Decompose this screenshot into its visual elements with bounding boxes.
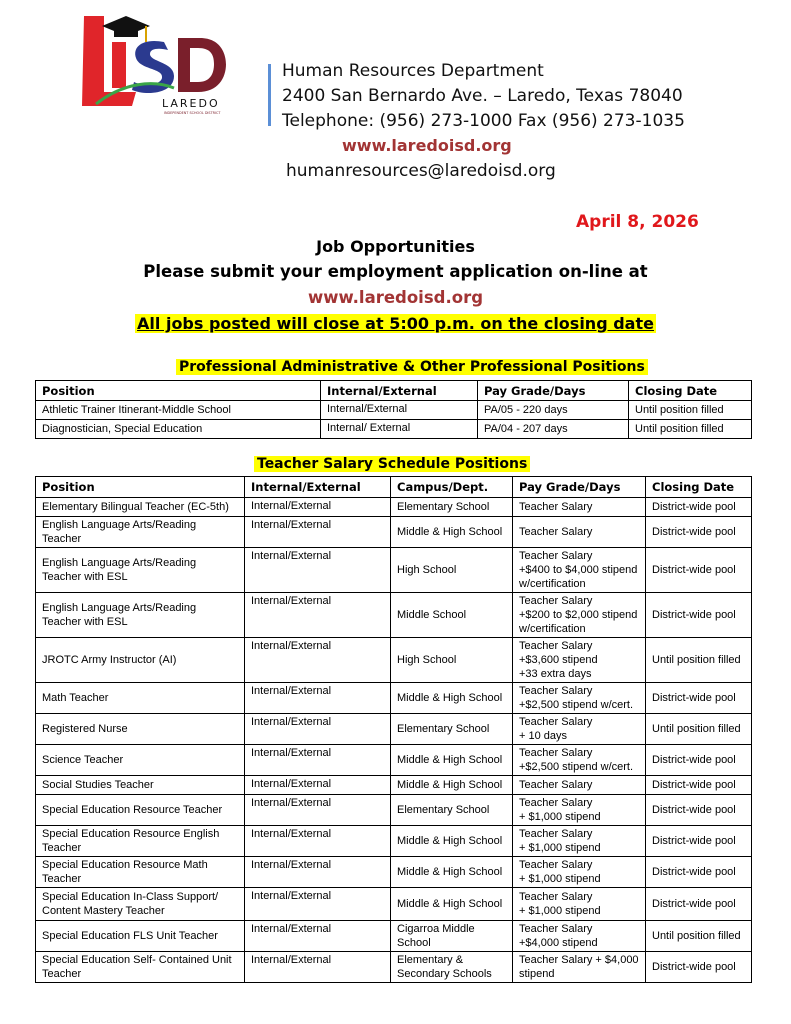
table-cell: Until position filled	[646, 921, 752, 952]
column-header: Pay Grade/Days	[478, 381, 629, 401]
column-header: Pay Grade/Days	[513, 477, 646, 498]
table-row	[36, 517, 752, 548]
table-cell: Internal/External	[245, 683, 391, 714]
table-cell: Elementary School	[391, 498, 513, 517]
table-cell: Middle & High School	[391, 517, 513, 548]
table-cell: Internal/External	[245, 826, 391, 857]
table-cell: Until position filled	[629, 401, 752, 420]
table-cell: Cigarroa Middle School	[391, 921, 513, 952]
page-title: Job Opportunities	[316, 237, 475, 256]
table-cell: Special Education In-Class Support/ Content Mastery Teacher	[36, 888, 245, 921]
table-row	[36, 498, 752, 517]
table-cell: District-wide pool	[646, 593, 752, 638]
table-cell: PA/05 - 220 days	[478, 401, 629, 420]
header-email-link[interactable]: humanresources@laredoisd.org	[286, 161, 556, 181]
table-cell: Teacher Salary +$3,600 stipend +33 extra days	[513, 638, 646, 683]
table-cell: Elementary School	[391, 714, 513, 745]
table-cell: Middle & High School	[391, 826, 513, 857]
table-row	[36, 638, 752, 683]
table-row	[36, 401, 752, 420]
table-cell: Diagnostician, Special Education	[36, 420, 321, 439]
header-website-link[interactable]: www.laredoisd.org	[342, 136, 512, 155]
table-cell: Internal/External	[245, 548, 391, 593]
table-cell: District-wide pool	[646, 776, 752, 795]
table-cell: Internal/ External	[321, 420, 478, 439]
table-cell: Teacher Salary	[513, 517, 646, 548]
column-header: Closing Date	[646, 477, 752, 498]
table-cell: Teacher Salary +$2,500 stipend w/cert.	[513, 745, 646, 776]
table-cell: Teacher Salary +$2,500 stipend w/cert.	[513, 683, 646, 714]
table-cell: Internal/External	[245, 498, 391, 517]
header-divider	[268, 64, 271, 126]
table-cell: Math Teacher	[36, 683, 245, 714]
table-cell: District-wide pool	[646, 826, 752, 857]
professional-positions-table	[35, 380, 752, 439]
table-cell: Internal/External	[245, 952, 391, 983]
table-cell: High School	[391, 548, 513, 593]
table-cell: Special Education Resource Teacher	[36, 795, 245, 826]
table-cell: Elementary & Secondary Schools	[391, 952, 513, 983]
posting-date: April 8, 2026	[576, 212, 699, 232]
table-cell: Internal/External	[245, 745, 391, 776]
department-name: Human Resources Department	[282, 61, 544, 81]
table-cell: Teacher Salary + $1,000 stipend	[513, 795, 646, 826]
table-row	[36, 795, 752, 826]
table-cell: Athletic Trainer Itinerant-Middle School	[36, 401, 321, 420]
table-row	[36, 952, 752, 983]
table-cell: Internal/External	[245, 776, 391, 795]
professional-section-title: Professional Administrative & Other Professional Positions	[176, 359, 648, 375]
table-cell: Teacher Salary +$4,000 stipend	[513, 921, 646, 952]
table-cell: Internal/External	[245, 795, 391, 826]
table-cell: English Language Arts/Reading Teacher with ESL	[36, 593, 245, 638]
table-cell: Middle & High School	[391, 683, 513, 714]
teacher-section-title: Teacher Salary Schedule Positions	[254, 456, 530, 472]
table-row	[36, 921, 752, 952]
table-cell: Teacher Salary + $1,000 stipend	[513, 857, 646, 888]
table-cell: Until position filled	[646, 714, 752, 745]
table-row	[36, 826, 752, 857]
lisd-logo-graphic	[74, 12, 234, 117]
table-row	[36, 548, 752, 593]
table-cell: Internal/External	[321, 401, 478, 420]
table-cell: Teacher Salary +$200 to $2,000 stipend w/certification	[513, 593, 646, 638]
table-cell: English Language Arts/Reading Teacher with ESL	[36, 548, 245, 593]
column-header: Internal/External	[245, 477, 391, 498]
table-cell: District-wide pool	[646, 795, 752, 826]
table-row	[36, 420, 752, 439]
table-cell: Internal/External	[245, 714, 391, 745]
table-cell: Middle & High School	[391, 745, 513, 776]
table-cell: Special Education Self- Contained Unit Teacher	[36, 952, 245, 983]
table-cell: Middle & High School	[391, 776, 513, 795]
table-cell: Social Studies Teacher	[36, 776, 245, 795]
table-cell: Until position filled	[646, 638, 752, 683]
table-cell: Teacher Salary	[513, 498, 646, 517]
table-cell: Internal/External	[245, 921, 391, 952]
table-cell: High School	[391, 638, 513, 683]
table-cell: Science Teacher	[36, 745, 245, 776]
table-cell: District-wide pool	[646, 857, 752, 888]
table-cell: Special Education Resource English Teacher	[36, 826, 245, 857]
logo-tagline: INDEPENDENT SCHOOL DISTRICT	[164, 111, 221, 115]
closing-notice-text: All jobs posted will close at 5:00 p.m. on the closing date	[137, 314, 654, 333]
column-header: Position	[36, 381, 321, 401]
column-header: Internal/External	[321, 381, 478, 401]
table-cell: Teacher Salary +$400 to $4,000 stipend w/certification	[513, 548, 646, 593]
logo-subtitle: LAREDO	[162, 97, 220, 110]
table-cell: Teacher Salary + $1,000 stipend	[513, 888, 646, 921]
table-cell: Elementary Bilingual Teacher (EC-5th)	[36, 498, 245, 517]
table-cell: District-wide pool	[646, 683, 752, 714]
address: 2400 San Bernardo Ave. – Laredo, Texas 78040	[282, 86, 683, 106]
table-cell: Special Education Resource Math Teacher	[36, 857, 245, 888]
column-header: Position	[36, 477, 245, 498]
table-cell: Internal/External	[245, 888, 391, 921]
table-cell: JROTC Army Instructor (AI)	[36, 638, 245, 683]
table-cell: District-wide pool	[646, 888, 752, 921]
telephone: Telephone: (956) 273-1000 Fax (956) 273-1035	[282, 111, 685, 131]
table-cell: Teacher Salary + 10 days	[513, 714, 646, 745]
table-cell: Registered Nurse	[36, 714, 245, 745]
table-cell: District-wide pool	[646, 952, 752, 983]
table-row	[36, 593, 752, 638]
table-row	[36, 776, 752, 795]
table-row	[36, 745, 752, 776]
column-header: Closing Date	[629, 381, 752, 401]
application-instruction: Please submit your employment application on-line at	[143, 262, 648, 281]
table-cell: Internal/External	[245, 638, 391, 683]
table-row	[36, 857, 752, 888]
closing-notice	[0, 314, 791, 333]
table-cell: Middle & High School	[391, 857, 513, 888]
table-cell: PA/04 - 207 days	[478, 420, 629, 439]
table-row	[36, 888, 752, 921]
application-website-link[interactable]: www.laredoisd.org	[307, 288, 484, 307]
teacher-positions-table	[35, 476, 752, 983]
table-row	[36, 683, 752, 714]
table-cell: Middle School	[391, 593, 513, 638]
table-cell: Elementary School	[391, 795, 513, 826]
table-cell: Internal/External	[245, 593, 391, 638]
table-cell: Teacher Salary	[513, 776, 646, 795]
table-cell: Internal/External	[245, 517, 391, 548]
table-cell: District-wide pool	[646, 517, 752, 548]
column-header: Campus/Dept.	[391, 477, 513, 498]
table-cell: District-wide pool	[646, 745, 752, 776]
table-cell: Teacher Salary + $1,000 stipend	[513, 826, 646, 857]
table-cell: Middle & High School	[391, 888, 513, 921]
table-cell: English Language Arts/Reading Teacher	[36, 517, 245, 548]
table-cell: Internal/External	[245, 857, 391, 888]
table-row	[36, 714, 752, 745]
table-cell: Until position filled	[629, 420, 752, 439]
table-cell: District-wide pool	[646, 498, 752, 517]
table-cell: District-wide pool	[646, 548, 752, 593]
table-cell: Teacher Salary + $4,000 stipend	[513, 952, 646, 983]
table-cell: Special Education FLS Unit Teacher	[36, 921, 245, 952]
lisd-logo	[74, 12, 234, 117]
